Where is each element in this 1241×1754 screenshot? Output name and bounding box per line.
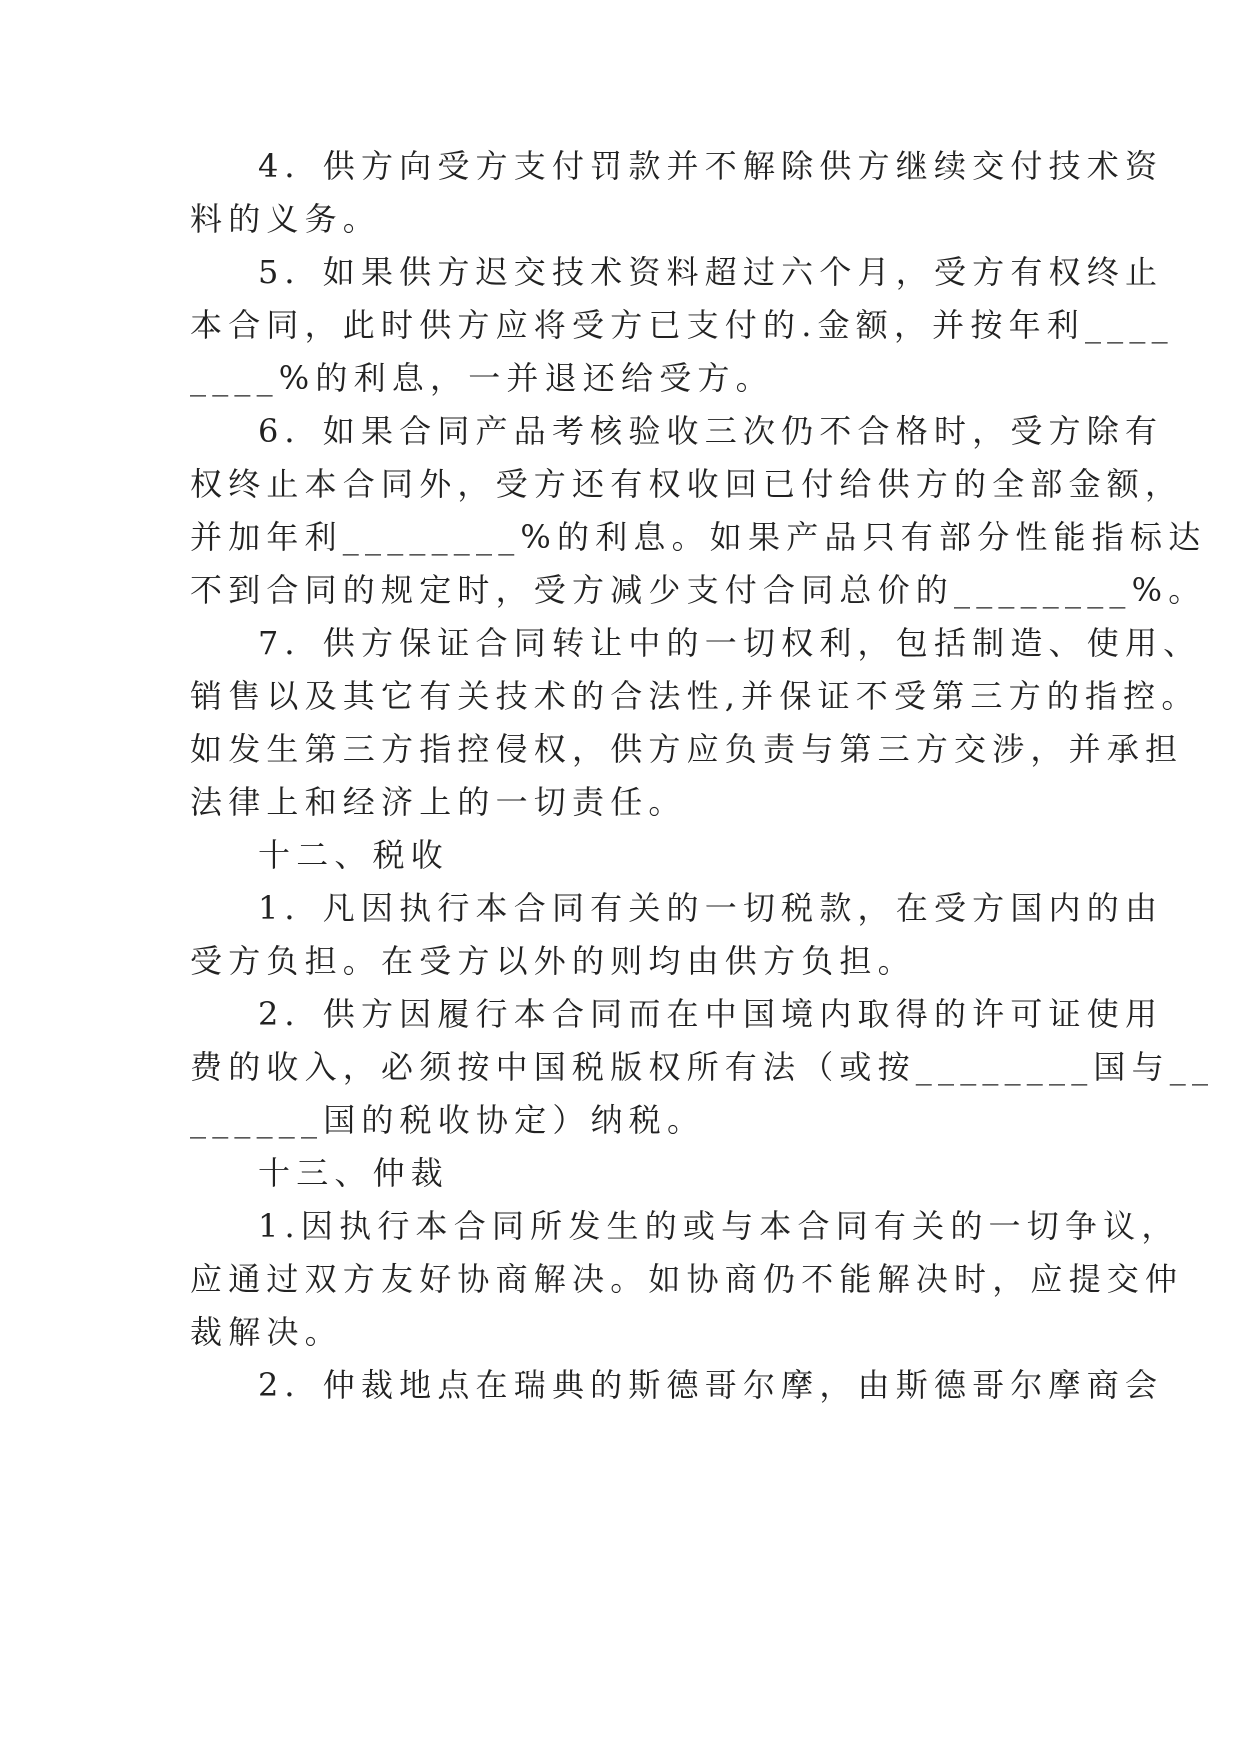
text-line-13: 法律上和经济上的一切责任。 [190, 783, 687, 821]
section-heading-arbitration: 十三、仲裁 [258, 1154, 450, 1192]
text-line-17: 2．供方因履行本合同而在中国境内取得的许可证使用 [258, 995, 1164, 1033]
text-line-19: ______国的税收协定）纳税。 [190, 1101, 706, 1139]
text-line-7: 权终止本合同外，受方还有权收回已付给供方的全部金额， [190, 465, 1184, 503]
text-line-18: 费的收入，必须按中国税版权所有法（或按________国与__ [190, 1048, 1215, 1086]
text-line-1: 4．供方向受方支付罚款并不解除供方继续交付技术资 [258, 147, 1164, 185]
text-line-22: 应通过双方友好协商解决。如协商仍不能解决时，应提交仲 [190, 1260, 1184, 1298]
text-line-5: ____%的利息，一并退还给受方。 [190, 359, 774, 397]
text-line-2: 料的义务。 [190, 200, 382, 238]
text-line-3: 5．如果供方迟交技术资料超过六个月，受方有权终止 [258, 253, 1164, 291]
section-heading-tax: 十二、税收 [258, 836, 450, 874]
text-line-8: 并加年利________%的利息。如果产品只有部分性能指标达 [190, 518, 1207, 556]
text-line-9: 不到合同的规定时，受方减少支付合同总价的________%。 [190, 571, 1207, 609]
text-line-21: 1.因执行本合同所发生的或与本合同有关的一切争议， [258, 1207, 1180, 1245]
text-line-24: 2．仲裁地点在瑞典的斯德哥尔摩，由斯德哥尔摩商会 [258, 1366, 1164, 1404]
text-line-11: 销售以及其它有关技术的合法性,并保证不受第三方的指控。 [190, 677, 1200, 715]
text-line-16: 受方负担。在受方以外的则均由供方负担。 [190, 942, 916, 980]
text-line-12: 如发生第三方指控侵权，供方应负责与第三方交涉，并承担 [190, 730, 1184, 768]
text-line-6: 6．如果合同产品考核验收三次仍不合格时，受方除有 [258, 412, 1164, 450]
text-line-15: 1．凡因执行本合同有关的一切税款，在受方国内的由 [258, 889, 1164, 927]
text-line-4: 本合同，此时供方应将受方已支付的.金额，并按年利____ [190, 306, 1174, 344]
text-line-10: 7．供方保证合同转让中的一切权利，包括制造、使用、 [258, 624, 1202, 662]
text-line-23: 裁解决。 [190, 1313, 343, 1351]
